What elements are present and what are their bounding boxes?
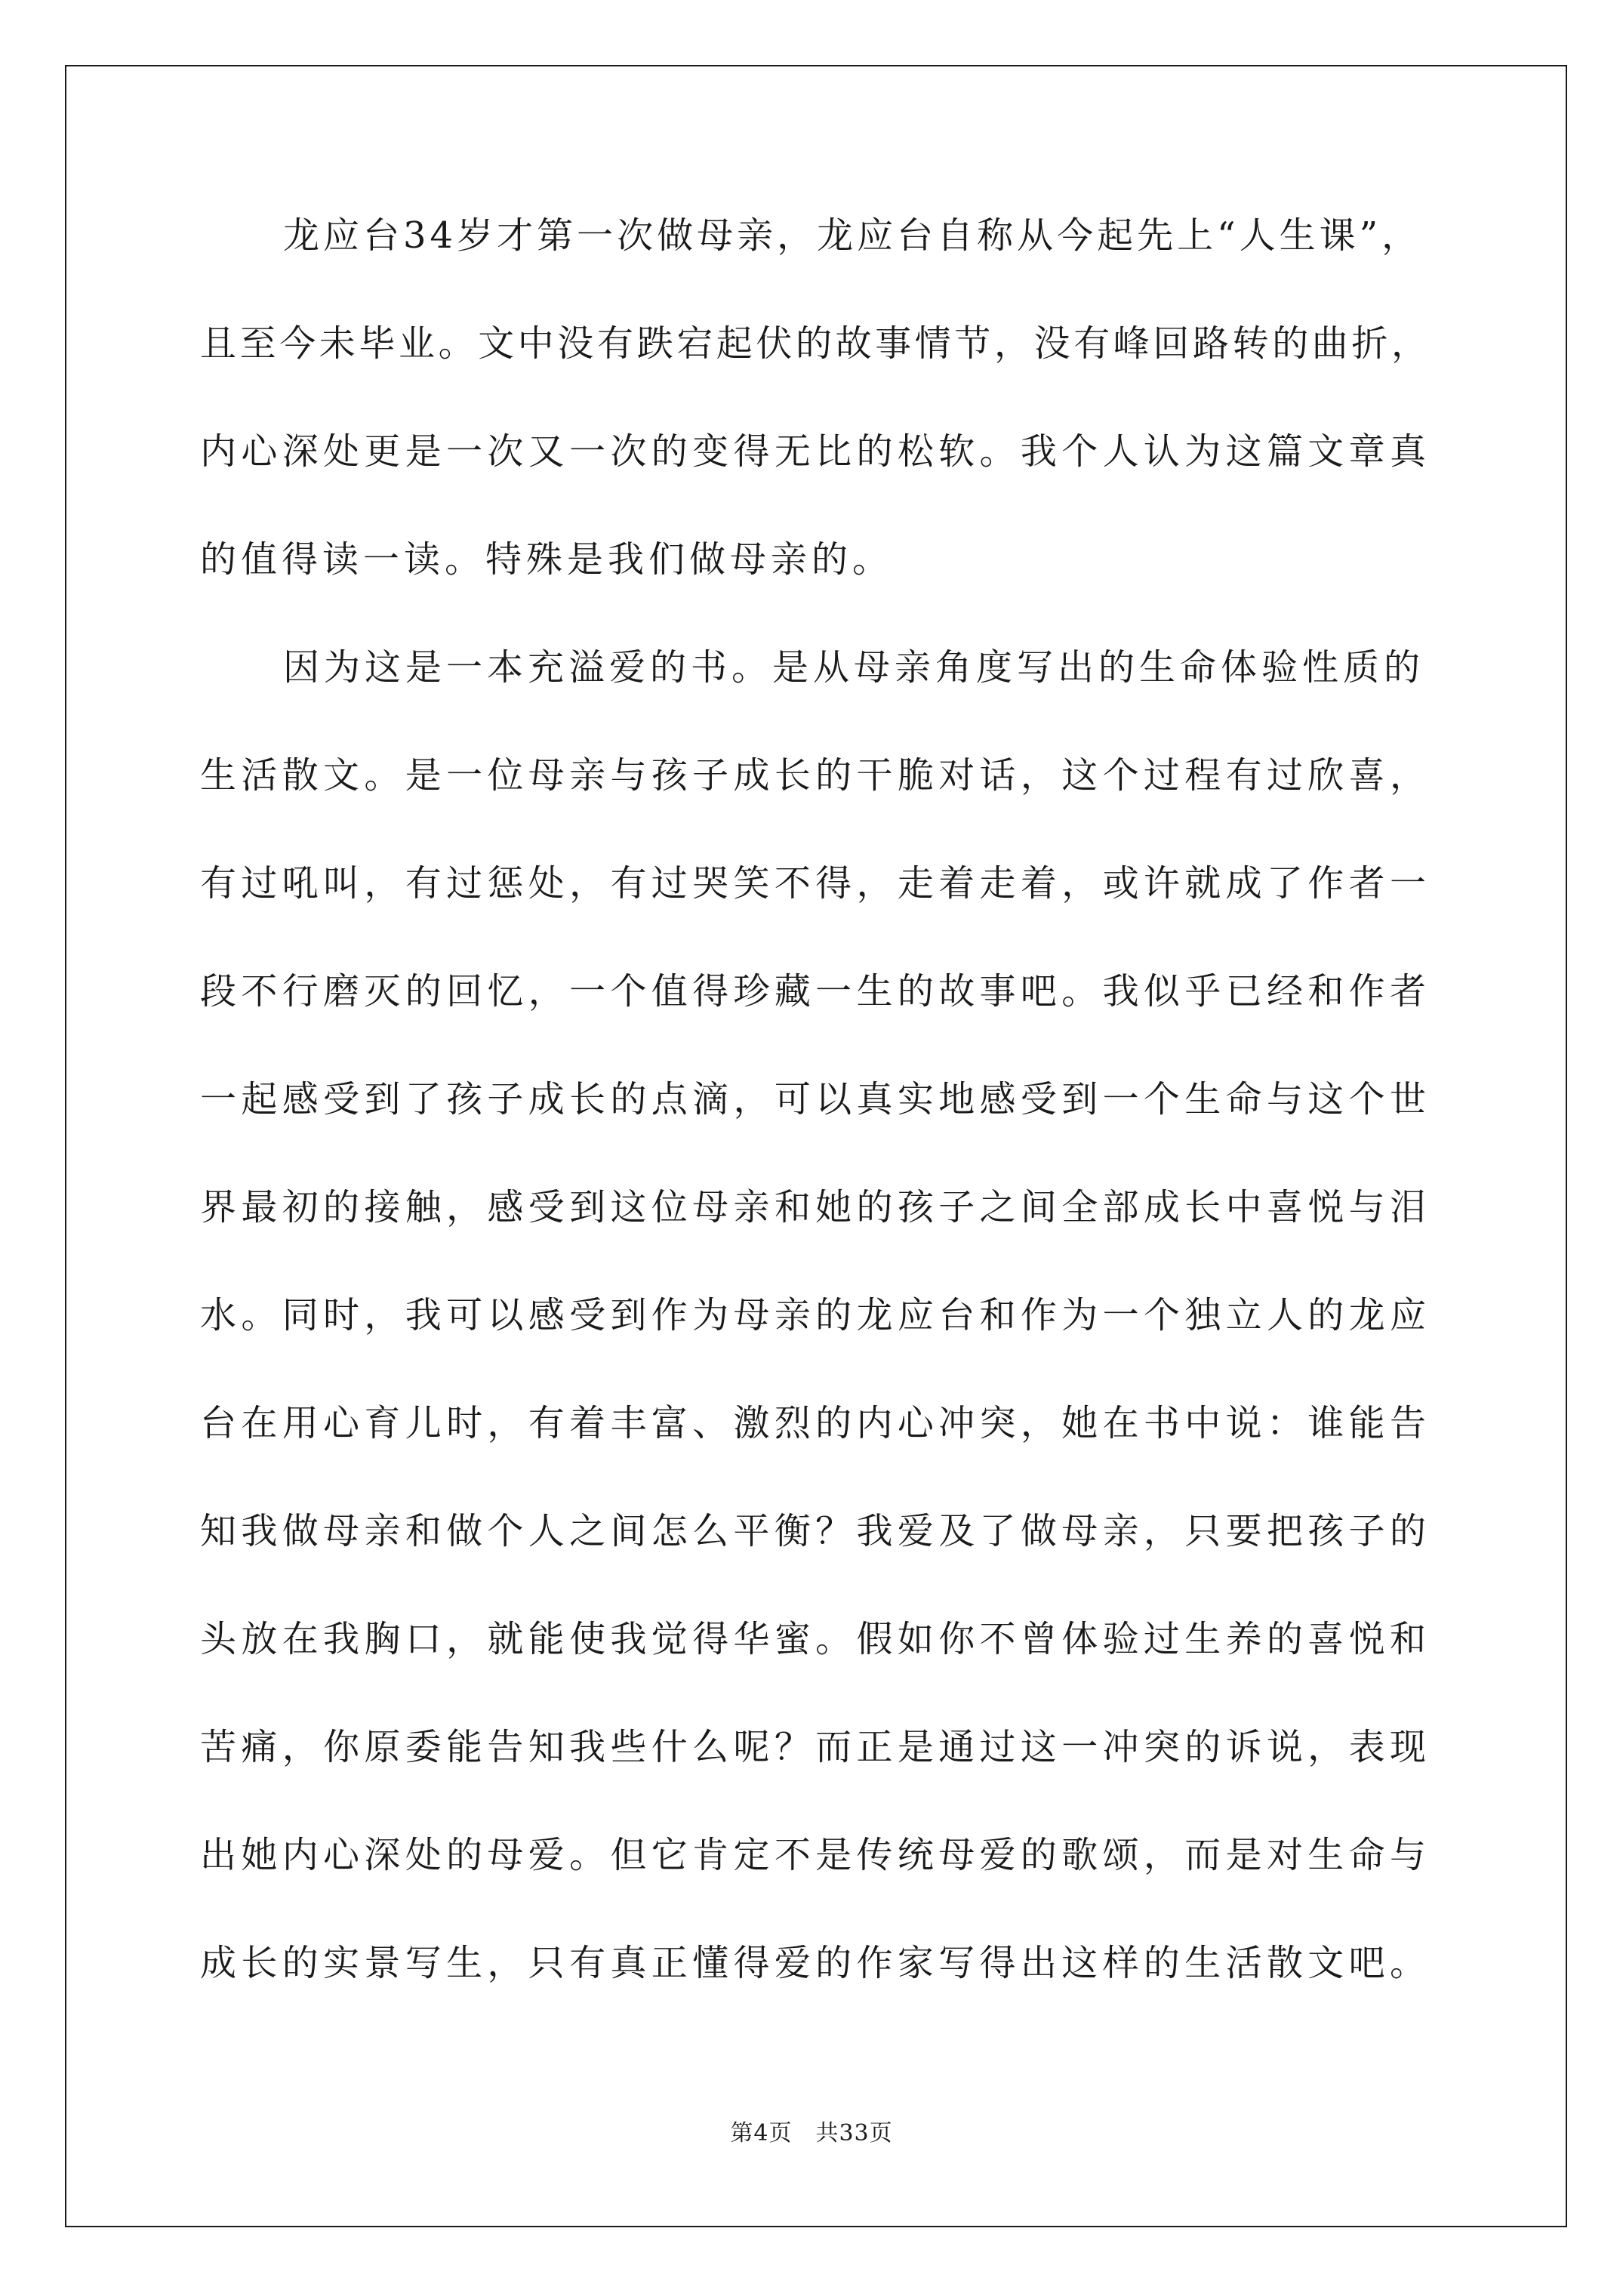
paragraph-line: 龙应台34岁才第一次做母亲，龙应台自称从今起先上“人生课”，: [283, 214, 1422, 257]
paragraph-line: 台在用心育儿时，有着丰富、激烈的内心冲突，她在书中说：谁能告: [200, 1402, 1431, 1444]
paragraph-line: 水。同时，我可以感受到作为母亲的龙应台和作为一个独立人的龙应: [200, 1294, 1431, 1336]
paragraph-line: 出她内心深处的母爱。但它肯定不是传统母爱的歌颂，而是对生命与: [200, 1834, 1431, 1876]
paragraph-1: [200, 211, 1431, 643]
paragraph-line: 因为这是一本充溢爱的书。是从母亲角度写出的生命体验性质的: [283, 646, 1425, 689]
paragraph-line: 生活散文。是一位母亲与孩子成长的干脆对话，这个过程有过欣喜，: [200, 754, 1431, 797]
paragraph-line: 一起感受到了孩子成长的点滴，可以真实地感受到一个生命与这个世: [200, 1078, 1431, 1120]
paragraph-line: 苦痛，你原委能告知我些什么呢？而正是通过这一冲突的诉说，表现: [200, 1726, 1431, 1768]
paragraph-line: 内心深处更是一次又一次的变得无比的松软。我个人认为这篇文章真: [200, 430, 1431, 473]
document-body: [200, 211, 1431, 2047]
page-number-footer: 第4页 共33页: [730, 2120, 893, 2147]
paragraph-line: 且至今未毕业。文中没有跌宕起伏的故事情节，没有峰回路转的曲折，: [200, 322, 1431, 365]
paragraph-line: 段不行磨灭的回忆，一个值得珍藏一生的故事吧。我似乎已经和作者: [200, 970, 1431, 1012]
paragraph-line: 界最初的接触，感受到这位母亲和她的孩子之间全部成长中喜悦与泪: [200, 1186, 1431, 1228]
paragraph-line: 有过吼叫，有过惩处，有过哭笑不得，走着走着，或许就成了作者一: [200, 862, 1431, 905]
paragraph-line: 成长的实景写生，只有真正懂得爱的作家写得出这样的生活散文吧。: [200, 1942, 1431, 1984]
paragraph-2: [200, 643, 1431, 2047]
paragraph-line: 知我做母亲和做个人之间怎么平衡？我爱及了做母亲，只要把孩子的: [200, 1510, 1431, 1552]
paragraph-line: 的值得读一读。特殊是我们做母亲的。: [200, 538, 894, 581]
paragraph-line: 头放在我胸口，就能使我觉得华蜜。假如你不曾体验过生养的喜悦和: [200, 1618, 1431, 1660]
